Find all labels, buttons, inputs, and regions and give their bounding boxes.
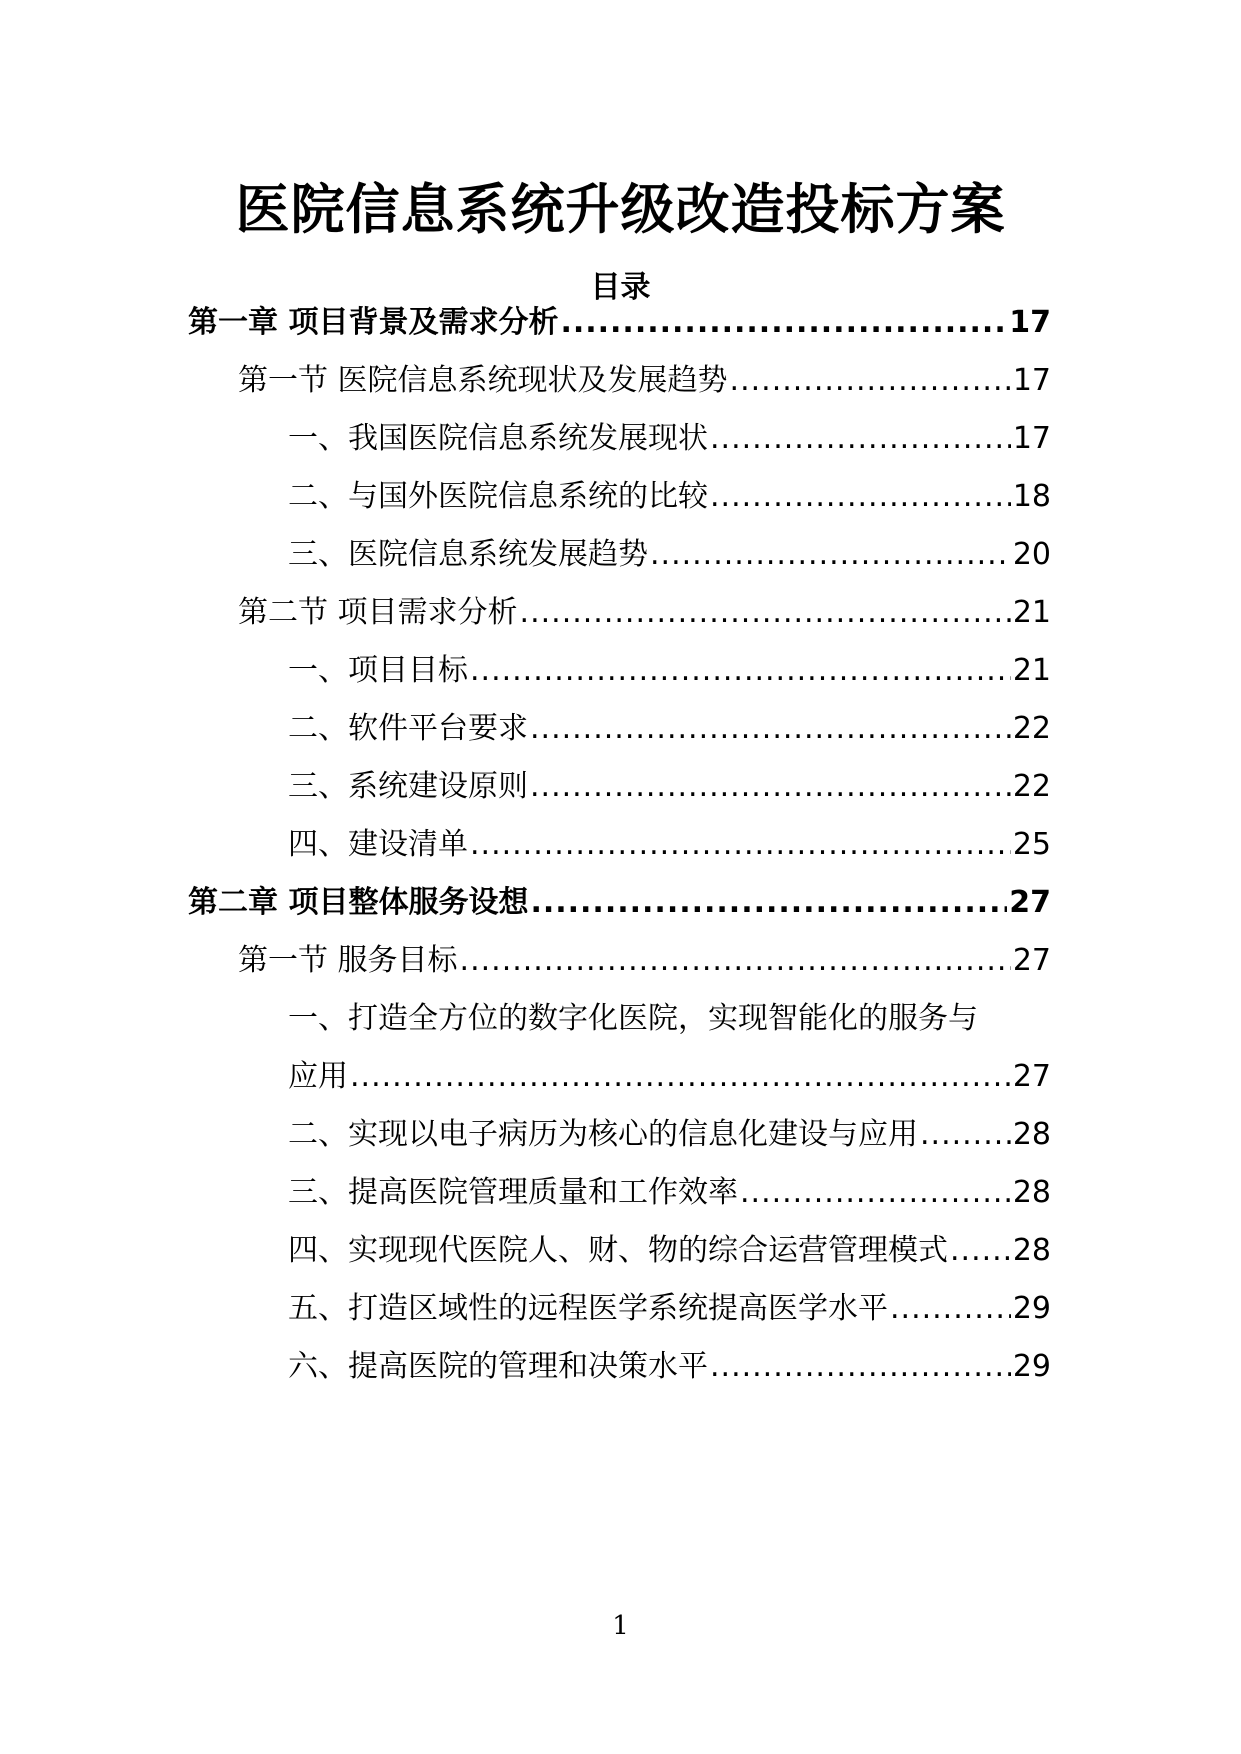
toc-entry-label: 第一节 医院信息系统现状及发展趋势 [238, 363, 728, 398]
toc-entry-page: 27 [1012, 943, 1051, 978]
toc-entry-section[interactable] [238, 936, 1051, 986]
toc-leader-dots [470, 820, 1011, 870]
toc-leader-dots [350, 1052, 1011, 1102]
toc-entry-label-continuation: 应用 [288, 1059, 348, 1094]
toc-entry-label: 二、与国外医院信息系统的比较 [288, 479, 708, 514]
toc-leader-dots [460, 936, 1011, 986]
toc-entry-item[interactable] [288, 472, 1051, 522]
toc-entry-page: 28 [1012, 1175, 1051, 1210]
toc-entry-label: 二、实现以电子病历为核心的信息化建设与应用 [288, 1117, 918, 1152]
toc-entry-page: 28 [1012, 1117, 1051, 1152]
toc-leader-dots [530, 762, 1011, 812]
toc-entry-label: 第一章 项目背景及需求分析 [188, 305, 559, 340]
toc-leader-dots [530, 878, 1007, 928]
toc-entry-page: 29 [1012, 1349, 1051, 1384]
toc-leader-dots [560, 298, 1007, 348]
toc-entry-page: 21 [1012, 653, 1051, 688]
toc-entry-label: 一、项目目标 [288, 653, 468, 688]
toc-entry-page: 17 [1009, 305, 1051, 340]
toc-entry-item[interactable] [288, 646, 1051, 696]
toc-entry-item[interactable] [288, 704, 1051, 754]
toc-leader-dots [710, 1342, 1011, 1392]
toc-entry-page: 20 [1012, 537, 1051, 572]
toc-leader-dots [740, 1168, 1011, 1218]
toc-entry-item[interactable] [288, 762, 1051, 812]
toc-entry-label: 二、软件平台要求 [288, 711, 528, 746]
toc-entry-label: 四、实现现代医院人、财、物的综合运营管理模式 [288, 1233, 948, 1268]
toc-entry-label: 六、提高医院的管理和决策水平 [288, 1349, 708, 1384]
toc-entry-page: 27 [1009, 885, 1051, 920]
toc-entry-label: 第二节 项目需求分析 [238, 595, 518, 630]
toc-entry-label: 三、医院信息系统发展趋势 [288, 537, 648, 572]
toc-leader-dots [650, 530, 1011, 580]
toc-entry-page: 29 [1012, 1291, 1051, 1326]
toc-leader-dots [730, 356, 1011, 406]
toc-entry-page: 22 [1012, 769, 1051, 804]
toc-leader-dots [470, 646, 1011, 696]
toc-entry-label: 四、建设清单 [288, 827, 468, 862]
toc-entry-item[interactable] [288, 1110, 1051, 1160]
toc-entry-item-continuation[interactable] [288, 1052, 1051, 1102]
toc-entry-page: 27 [1012, 1059, 1051, 1094]
toc-entry-page: 25 [1012, 827, 1051, 862]
toc-leader-dots [950, 1226, 1011, 1276]
toc-entry-item-first-line[interactable] [288, 994, 1051, 1044]
toc-entry-label: 三、提高医院管理质量和工作效率 [288, 1175, 738, 1210]
toc-entry-item[interactable] [288, 1168, 1051, 1218]
toc-entry-item[interactable] [288, 1226, 1051, 1276]
toc-entry-chapter-1[interactable] [188, 298, 1051, 348]
toc-leader-dots [710, 472, 1011, 522]
page-number: 1 [612, 1611, 629, 1641]
toc-entry-page: 21 [1012, 595, 1051, 630]
toc-entry-item[interactable] [288, 1342, 1051, 1392]
toc-entry-label: 五、打造区域性的远程医学系统提高医学水平 [288, 1291, 888, 1326]
toc-entry-page: 22 [1012, 711, 1051, 746]
toc-entry-item[interactable] [288, 414, 1051, 464]
toc-leader-dots [530, 704, 1011, 754]
toc-entry-label: 三、系统建设原则 [288, 769, 528, 804]
toc-leader-dots [710, 414, 1011, 464]
toc-entry-page: 18 [1012, 479, 1051, 514]
toc-entry-item[interactable] [288, 530, 1051, 580]
toc-entry-label: 第一节 服务目标 [238, 943, 458, 978]
toc-entry-section[interactable] [238, 588, 1051, 638]
toc-entry-page: 17 [1012, 421, 1051, 456]
toc-leader-dots [890, 1284, 1011, 1334]
toc-entry-item[interactable] [288, 1284, 1051, 1334]
document-title: 医院信息系统升级改造投标方案 [235, 178, 1006, 241]
toc-entry-page: 28 [1012, 1233, 1051, 1268]
toc-leader-dots [520, 588, 1011, 638]
toc-heading: 目录 [590, 270, 651, 305]
toc-entry-section[interactable] [238, 356, 1051, 406]
toc-entry-label: 第二章 项目整体服务设想 [188, 885, 529, 920]
toc-entry-label: 一、我国医院信息系统发展现状 [288, 421, 708, 456]
toc-entry-chapter-2[interactable] [188, 878, 1051, 928]
toc-leader-dots [920, 1110, 1011, 1160]
toc-entry-label: 一、打造全方位的数字化医院，实现智能化的服务与 [288, 1001, 978, 1036]
toc-entry-item[interactable] [288, 820, 1051, 870]
toc-entry-page: 17 [1012, 363, 1051, 398]
